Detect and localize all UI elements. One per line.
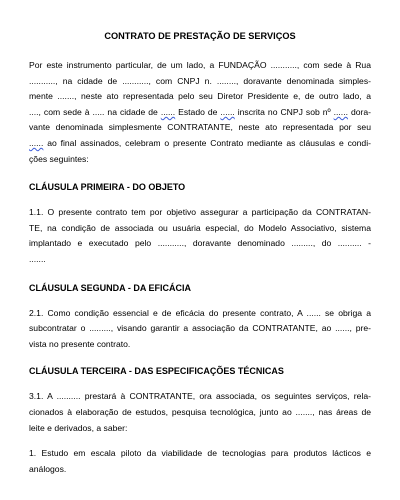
clause-paragraph-terceira [29, 389, 371, 436]
clause-heading-segunda: CLÁUSULA SEGUNDA - DA EFICÁCIA [29, 282, 191, 293]
clause-line: implantado e executado pelo ..........., doravante denominado ........., do .......... - [29, 238, 371, 249]
spellcheck-blank: ...... [333, 106, 348, 117]
intro-text-segment: Estado de [178, 106, 218, 117]
clause-paragraph-segunda [29, 306, 371, 353]
list-item-line: análogos. [29, 463, 67, 474]
intro-line: mente ......., neste ato representada pelo seu Diretor Presidente e, de outro lado, a [29, 91, 371, 102]
intro-line: ções seguintes: [29, 153, 89, 164]
clause-paragraph-primeira [29, 205, 371, 267]
intro-line: vante denominada simplesmente CONTRATANTE, neste ato representada por seu [29, 122, 371, 133]
clause-line: 1.1. O presente contrato tem por objetivo assegurar a participação da CONTRATAN- [29, 207, 371, 218]
intro-text-segment: ...., com sede à ..... na cidade de [29, 106, 158, 117]
spellcheck-blank: ...... [160, 106, 176, 117]
clause-line: TE, na condição de associada ou usuária especial, do Modelo Associativo, sistema [29, 222, 371, 233]
clause-heading-primeira: CLÁUSULA PRIMEIRA - DO OBJETO [29, 182, 186, 193]
spellcheck-blank: ...... [29, 137, 44, 148]
intro-line-with-blank [29, 136, 371, 152]
intro-text-segment: dora- [350, 106, 372, 117]
clause-line: vista no presente contrato. [29, 338, 131, 349]
spellcheck-blank: ...... [220, 106, 235, 117]
list-item-line: 1. Estudo em escala piloto da viabilidade de tecnologias para produtos lácticos e [29, 448, 371, 459]
document-title: CONTRATO DE PRESTAÇÃO DE SERVIÇOS [104, 31, 296, 41]
intro-line-with-blanks [29, 105, 371, 121]
clause-line: cionados à elaboração de estudos, pesquisa tecnológica, junto ao ......., nas áreas de [29, 406, 371, 417]
clause-list-item [29, 446, 371, 477]
clause-heading-terceira: CLÁUSULA TERCEIRA - DAS ESPECIFICAÇÕES TÉCNICAS [29, 366, 284, 377]
clause-line: ....... [29, 253, 46, 264]
intro-line: ..........., na cidade de ..........., com CNPJ n. ........, doravante denominada simples- [29, 75, 371, 86]
clause-line: subcontratar o ........., visando garantir a associação da CONTRATANTE, ao ......, pre- [29, 323, 371, 334]
clause-line: 3.1. A .......... prestará à CONTRATANTE, ora associada, os seguintes serviços, rela- [29, 391, 371, 402]
clause-line: leite e derivados, a saber: [29, 422, 128, 433]
intro-line: Por este instrumento particular, de um lado, a FUNDAÇÃO ..........., com sede à Rua [29, 60, 371, 70]
intro-text-segment: ao final assinados, celebram o presente Contrato mediante as cláusulas e condi- [47, 137, 371, 148]
intro-text-segment: inscrita no CNPJ sob nº [237, 106, 331, 117]
clause-line: 2.1. Como condição essencial e de eficácia do presente contrato, A ...... se obriga a [29, 307, 371, 318]
intro-paragraph [29, 58, 371, 167]
